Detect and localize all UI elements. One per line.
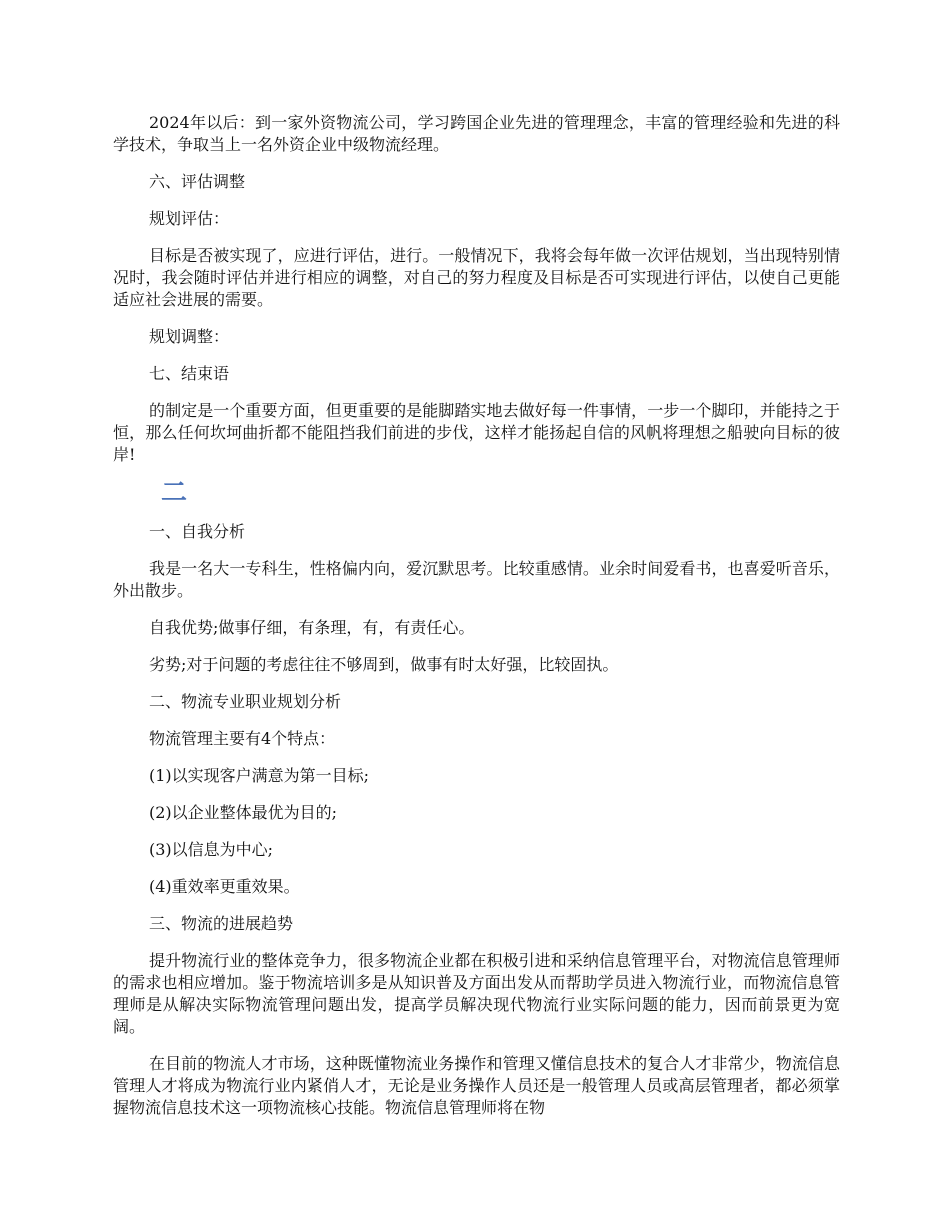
paragraph-weaknesses: 劣势;对于问题的考虑往往不够周到，做事有时太好强，比较固执。 [149,655,619,674]
subheading-plan-evaluation: 规划评估： [149,209,230,228]
document-page [113,112,840,1134]
paragraph-strengths: 自我优势;做事仔细，有条理，有，有责任心。 [149,618,475,637]
list-item-feature-2: (2)以企业整体最优为目的; [149,803,338,822]
paragraph-conclusion-body: 的制定是一个重要方面，但更重要的是能脚踏实地去做好每一件事情，一步一个脚印，并能持之于恒，那么任何坎坷曲折都不能阻挡我们前进的步伐，这样才能扬起自信的风帆将理想之船驶向目标的彼岸! [113,401,840,464]
subheading-plan-adjustment: 规划调整： [149,327,230,346]
heading-logistics-career-analysis: 二、物流专业职业规划分析 [149,692,342,711]
paragraph-talent-market: 在目前的物流人才市场，这种既懂物流业务操作和管理又懂信息技术的复合人才非常少，物流信息管理人才将成为物流行业内紧俏人才，无论是业务操作人员还是一般管理人员或高层管理者，都必须掌握物流信息技术这一项物流核心技能。物流信息管理师将在物 [113,1054,840,1117]
list-item-feature-1: (1)以实现客户满意为第一目标; [149,766,370,785]
heading-conclusion: 七、结束语 [149,364,230,383]
section-number-two: 二 [161,478,188,508]
paragraph-industry-competitiveness: 提升物流行业的整体竞争力，很多物流企业都在积极引进和采纳信息管理平台，对物流信息管理师的需求也相应增加。鉴于物流培训多是从知识普及方面出发从而帮助学员进入物流行业，而物流信息管理师是从解决实际物流管理问题出发，提高学员解决现代物流行业实际问题的能力，因而前景更为宽阔。 [113,951,840,1036]
paragraph-logistics-features-intro: 物流管理主要有4个特点： [149,729,336,748]
list-item-feature-3: (3)以信息为中心; [149,840,274,859]
heading-self-analysis: 一、自我分析 [149,522,246,541]
section-number-marker [161,478,840,508]
paragraph-evaluation-body: 目标是否被实现了，应进行评估，进行。一般情况下，我将会每年做一次评估规划，当出现特别情况时，我会随时评估并进行相应的调整，对自己的努力程度及目标是否可实现进行评估，以使自己更能适应社会进展的需要。 [113,246,840,309]
paragraph-career-goal-2024: 2024年以后：到一家外资物流公司，学习跨国企业先进的管理理念，丰富的管理经验和先进的科学技术，争取当上一名外资企业中级物流经理。 [113,113,840,154]
list-item-feature-4: (4)重效率更重效果。 [149,877,300,896]
heading-evaluation-adjustment: 六、评估调整 [149,172,246,191]
heading-logistics-trends: 三、物流的进展趋势 [149,914,294,933]
paragraph-self-intro: 我是一名大一专科生，性格偏内向，爱沉默思考。比较重感情。业余时间爱看书，也喜爱听音乐，外出散步。 [113,559,840,600]
